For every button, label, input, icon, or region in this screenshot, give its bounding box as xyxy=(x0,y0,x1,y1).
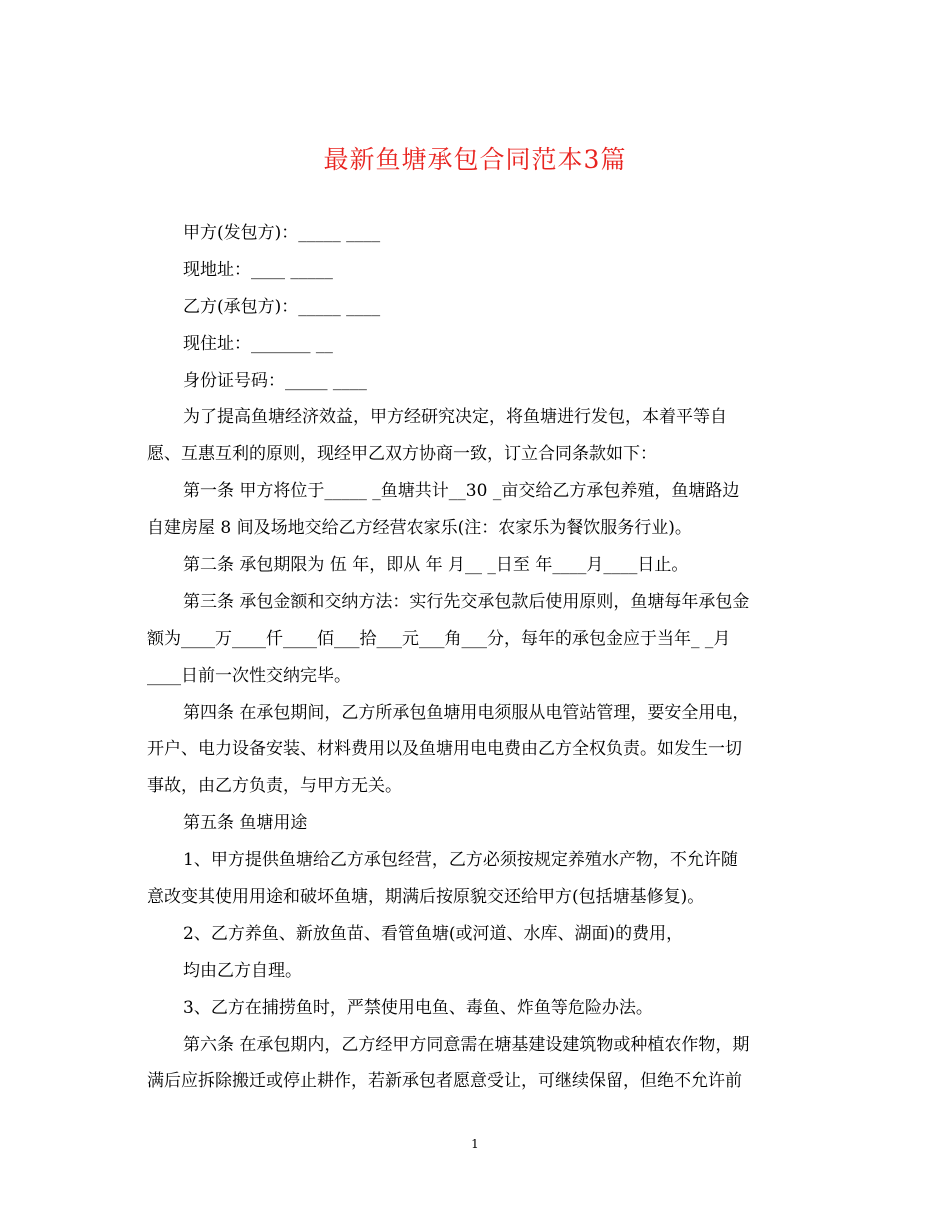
paragraph-line: ____日前一次性交纳完毕。 xyxy=(147,665,351,686)
clause-1-line: 1、甲方提供鱼塘给乙方承包经营，乙方必须按规定养殖水产物，不允许随 xyxy=(183,850,738,871)
paragraph-line: 事故，由乙方负责，与甲方无关。 xyxy=(147,776,402,797)
paragraph-line: 均由乙方自理。 xyxy=(183,960,302,981)
party-a-address-line: 现地址：____ _____ xyxy=(183,259,333,280)
paragraph-line: 愿、互惠互利的原则，现经甲乙双方协商一致，订立合同条款如下： xyxy=(147,444,657,465)
paragraph-line: 意改变其使用用途和破坏鱼塘，期满后按原貌交还给甲方(包括塘基修复)。 xyxy=(147,887,705,908)
page-title: 最新鱼塘承包合同范本3篇 xyxy=(323,145,627,174)
clause-3-line: 3、乙方在捕捞鱼时，严禁使用电鱼、毒鱼、炸鱼等危险办法。 xyxy=(183,997,653,1018)
page-number: 1 xyxy=(471,1137,479,1151)
party-a-line: 甲方(发包方)：_____ ____ xyxy=(183,223,381,243)
paragraph-line: 满后应拆除搬迁或停止耕作，若新承包者愿意受让，可继续保留，但绝不允许前 xyxy=(147,1071,742,1092)
article-2-line: 第二条 承包期限为 伍 年，即从 年 月__ _日至 年____月____日止。 xyxy=(183,555,689,576)
paragraph-line: 额为____万____仟____佰___拾___元___角___分，每年的承包金应于当年_ _月 xyxy=(147,628,731,649)
contract-body xyxy=(147,215,807,1100)
clause-2-line: 2、乙方养鱼、新放鱼苗、看管鱼塘(或河道、水库、湖面)的费用， xyxy=(183,923,684,944)
article-1-line: 第一条 甲方将位于_____ _鱼塘共计__30 _亩交给乙方承包养殖，鱼塘路边 xyxy=(183,481,740,502)
article-6-line: 第六条 在承包期内，乙方经甲方同意需在塘基建设建筑物或种植农作物，期 xyxy=(183,1034,750,1055)
party-b-address-line: 现住址：_______ __ xyxy=(183,333,333,354)
party-b-line: 乙方(承包方)：_____ ____ xyxy=(183,296,381,317)
article-5-heading: 第五条 鱼塘用途 xyxy=(183,813,308,834)
id-number-line: 身份证号码：_____ ____ xyxy=(183,370,367,391)
paragraph-line: 开户、电力设备安装、材料费用以及鱼塘用电电费由乙方全权负责。如发生一切 xyxy=(147,739,742,760)
article-3-line: 第三条 承包金额和交纳方法：实行先交承包款后使用原则，鱼塘每年承包金 xyxy=(183,591,750,612)
paragraph-line: 为了提高鱼塘经济效益，甲方经研究决定，将鱼塘进行发包，本着平等自 xyxy=(183,407,727,428)
article-4-line: 第四条 在承包期间，乙方所承包鱼塘用电须服从电管站管理，要安全用电， xyxy=(183,702,750,723)
paragraph-line: 自建房屋 8 间及场地交给乙方经营农家乐(注：农家乐为餐饮服务行业)。 xyxy=(147,518,692,539)
